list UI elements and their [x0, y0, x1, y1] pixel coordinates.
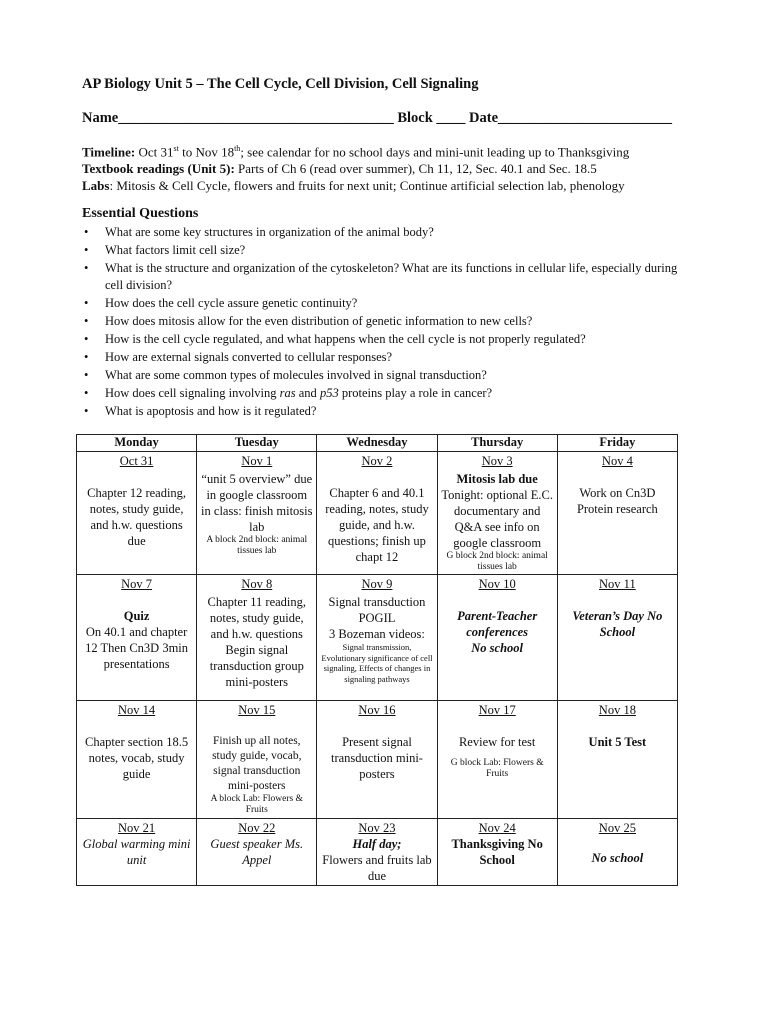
day-header-wednesday: Wednesday: [317, 435, 437, 452]
list-item: • How are external signals converted to cellular responses?: [82, 349, 682, 366]
list-item: • What is the structure and organization of the cytoskeleton? What are its functions in cellular life, especially during cell division?: [82, 260, 682, 293]
cell-date: Nov 14: [118, 703, 156, 717]
list-item: • What factors limit cell size?: [82, 242, 682, 259]
calendar-cell: Nov 18 Unit 5 Test: [557, 701, 677, 819]
cell-date: Nov 21: [118, 821, 156, 835]
cell-date: Nov 11: [599, 577, 636, 591]
cell-date: Nov 23: [358, 821, 396, 835]
calendar-cell: Nov 15 Finish up all notes, study guide, vocab, signal transduction mini-posters A block Lab: Flowers & Fruits: [197, 701, 317, 819]
cell-date: Nov 24: [478, 821, 516, 835]
cell-date: Nov 4: [601, 454, 633, 468]
week-row: [77, 701, 678, 819]
calendar-cell: Oct 31 Chapter 12 reading, notes, study guide, and h.w. questions due: [77, 452, 197, 575]
calendar-cell: Nov 9 Signal transduction POGIL 3 Bozeman videos: Signal transmission, Evolutionary significance of cell signaling, Effects of changes in signaling pathways: [317, 575, 437, 701]
week-row: [77, 819, 678, 886]
document-title: AP Biology Unit 5 – The Cell Cycle, Cell Division, Cell Signaling: [82, 76, 479, 92]
cell-date: Nov 1: [241, 454, 273, 468]
list-item: • How is the cell cycle regulated, and what happens when the cell cycle is not properly regulated?: [82, 331, 682, 348]
day-header-friday: Friday: [557, 435, 677, 452]
calendar-cell: Nov 1 “unit 5 overview” due in google classroom in class: finish mitosis lab A block 2nd block: animal tissues lab: [197, 452, 317, 575]
day-header-monday: Monday: [77, 435, 197, 452]
calendar-header-row: [77, 435, 678, 452]
calendar-cell: Nov 16 Present signal transduction mini-posters: [317, 701, 437, 819]
list-item: • How does mitosis allow for the even distribution of genetic information to new cells?: [82, 313, 682, 330]
cell-date: Oct 31: [119, 454, 154, 468]
name-block-date-line: Name______________________________________ Block ____ Date________________________: [82, 110, 673, 126]
cell-date: Nov 7: [121, 577, 153, 591]
unit-info: [82, 140, 629, 194]
cell-date: Nov 16: [358, 703, 396, 717]
calendar-cell: Nov 10 Parent-Teacher conferences No school: [437, 575, 557, 701]
cell-date: Nov 10: [478, 577, 516, 591]
calendar-cell: Nov 22 Guest speaker Ms. Appel: [197, 819, 317, 886]
calendar-cell: Nov 17 Review for test G block Lab: Flowers & Fruits: [437, 701, 557, 819]
readings-line: Textbook readings (Unit 5): Parts of Ch 6 (read over summer), Ch 11, 12, Sec. 40.1 and Sec. 18.5: [82, 161, 597, 177]
cell-date: Nov 18: [598, 703, 636, 717]
list-item: • What is apoptosis and how is it regulated?: [82, 403, 682, 420]
timeline-line: Timeline: Oct 31st to Nov 18th; see calendar for no school days and mini-unit leading up to Thanksgiving: [82, 144, 630, 160]
calendar-cell: Nov 2 Chapter 6 and 40.1 reading, notes, study guide, and h.w. questions; finish up chapt 12: [317, 452, 437, 575]
day-header-tuesday: Tuesday: [197, 435, 317, 452]
list-item: • What are some common types of molecules involved in signal transduction?: [82, 367, 682, 384]
unit-calendar: [76, 434, 678, 886]
calendar-cell: Nov 4 Work on Cn3D Protein research: [557, 452, 677, 575]
calendar-cell: Nov 23 Half day; Flowers and fruits lab due: [317, 819, 437, 886]
calendar-cell: Nov 14 Chapter section 18.5 notes, vocab, study guide: [77, 701, 197, 819]
calendar-cell: Nov 11 Veteran’s Day No School: [557, 575, 677, 701]
cell-date: Nov 9: [361, 577, 393, 591]
calendar-cell: Nov 24 Thanksgiving No School: [437, 819, 557, 886]
essential-questions-title: Essential Questions: [82, 206, 199, 221]
week-row: [77, 575, 678, 701]
list-item: • How does the cell cycle assure genetic continuity?: [82, 295, 682, 312]
list-item: • What are some key structures in organization of the animal body?: [82, 224, 682, 241]
day-header-thursday: Thursday: [437, 435, 557, 452]
labs-line: Labs: Mitosis & Cell Cycle, flowers and fruits for next unit; Continue artificial selection lab, phenology: [82, 178, 625, 194]
calendar-cell: Nov 21 Global warming mini unit: [77, 819, 197, 886]
calendar-cell: Nov 25 No school: [557, 819, 677, 886]
list-item: • How does cell signaling involving ras and p53 proteins play a role in cancer?: [82, 385, 682, 402]
essential-questions-list: [82, 224, 682, 421]
calendar-cell: Nov 8 Chapter 11 reading, notes, study guide, and h.w. questions Begin signal transduction group mini-posters: [197, 575, 317, 701]
cell-date: Nov 25: [598, 821, 636, 835]
cell-date: Nov 8: [241, 577, 273, 591]
calendar-cell: Nov 7 Quiz On 40.1 and chapter 12 Then Cn3D 3min presentations: [77, 575, 197, 701]
cell-date: Nov 17: [478, 703, 516, 717]
cell-date: Nov 22: [238, 821, 276, 835]
cell-date: Nov 3: [481, 454, 513, 468]
week-row: [77, 452, 678, 575]
calendar-cell: Nov 3 Mitosis lab due Tonight: optional E.C. documentary and Q&A see info on google classroom G block 2nd block: animal tissues lab: [437, 452, 557, 575]
cell-date: Nov 15: [238, 703, 276, 717]
cell-date: Nov 2: [361, 454, 393, 468]
